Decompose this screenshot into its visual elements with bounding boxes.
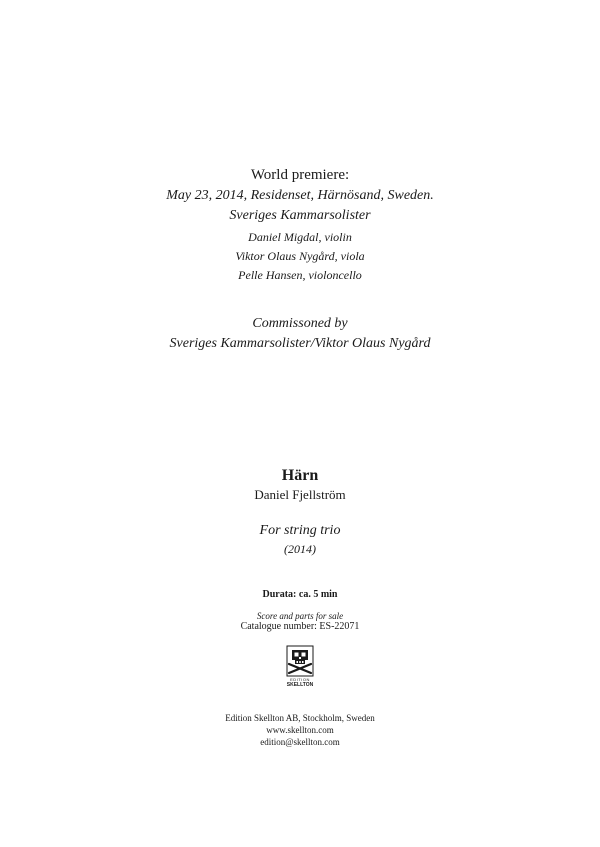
sale-note: Score and parts for sale (256, 611, 344, 621)
edition-skellton-logo (282, 645, 318, 693)
publisher-email: edition@skellton.com (260, 737, 340, 747)
premiere-heading: World premiere: (250, 167, 350, 183)
durata: Durata: ca. 5 min (262, 589, 338, 600)
composition-year: (2014) (284, 542, 316, 556)
commission-commissioner: Sveriges Kammarsolister/Viktor Olaus Nygård (169, 336, 431, 351)
premiere-date-place: May 23, 2014, Residenset, Härnösand, Sweden. (166, 188, 434, 203)
premiere-ensemble: Sveriges Kammarsolister (229, 208, 371, 223)
work-title: Härn (281, 467, 319, 484)
catalogue-number: Catalogue number: ES-22071 (240, 621, 360, 632)
composer-name: Daniel Fjellström (254, 487, 346, 502)
performer-violin: Daniel Migdal, violin (248, 230, 352, 244)
skull-crossbones-icon (282, 645, 318, 677)
performer-viola: Viktor Olaus Nygård, viola (235, 249, 365, 263)
logo-edition-text: EDITION (290, 677, 310, 682)
publisher-website: www.skellton.com (266, 725, 334, 735)
instrumentation: For string trio (259, 523, 341, 538)
performer-violoncello: Pelle Hansen, violoncello (238, 268, 362, 282)
logo-skellton-text: SKELLTON (286, 682, 314, 688)
commission-line: Commissoned by (252, 316, 348, 331)
publisher-address: Edition Skellton AB, Stockholm, Sweden (225, 713, 375, 723)
